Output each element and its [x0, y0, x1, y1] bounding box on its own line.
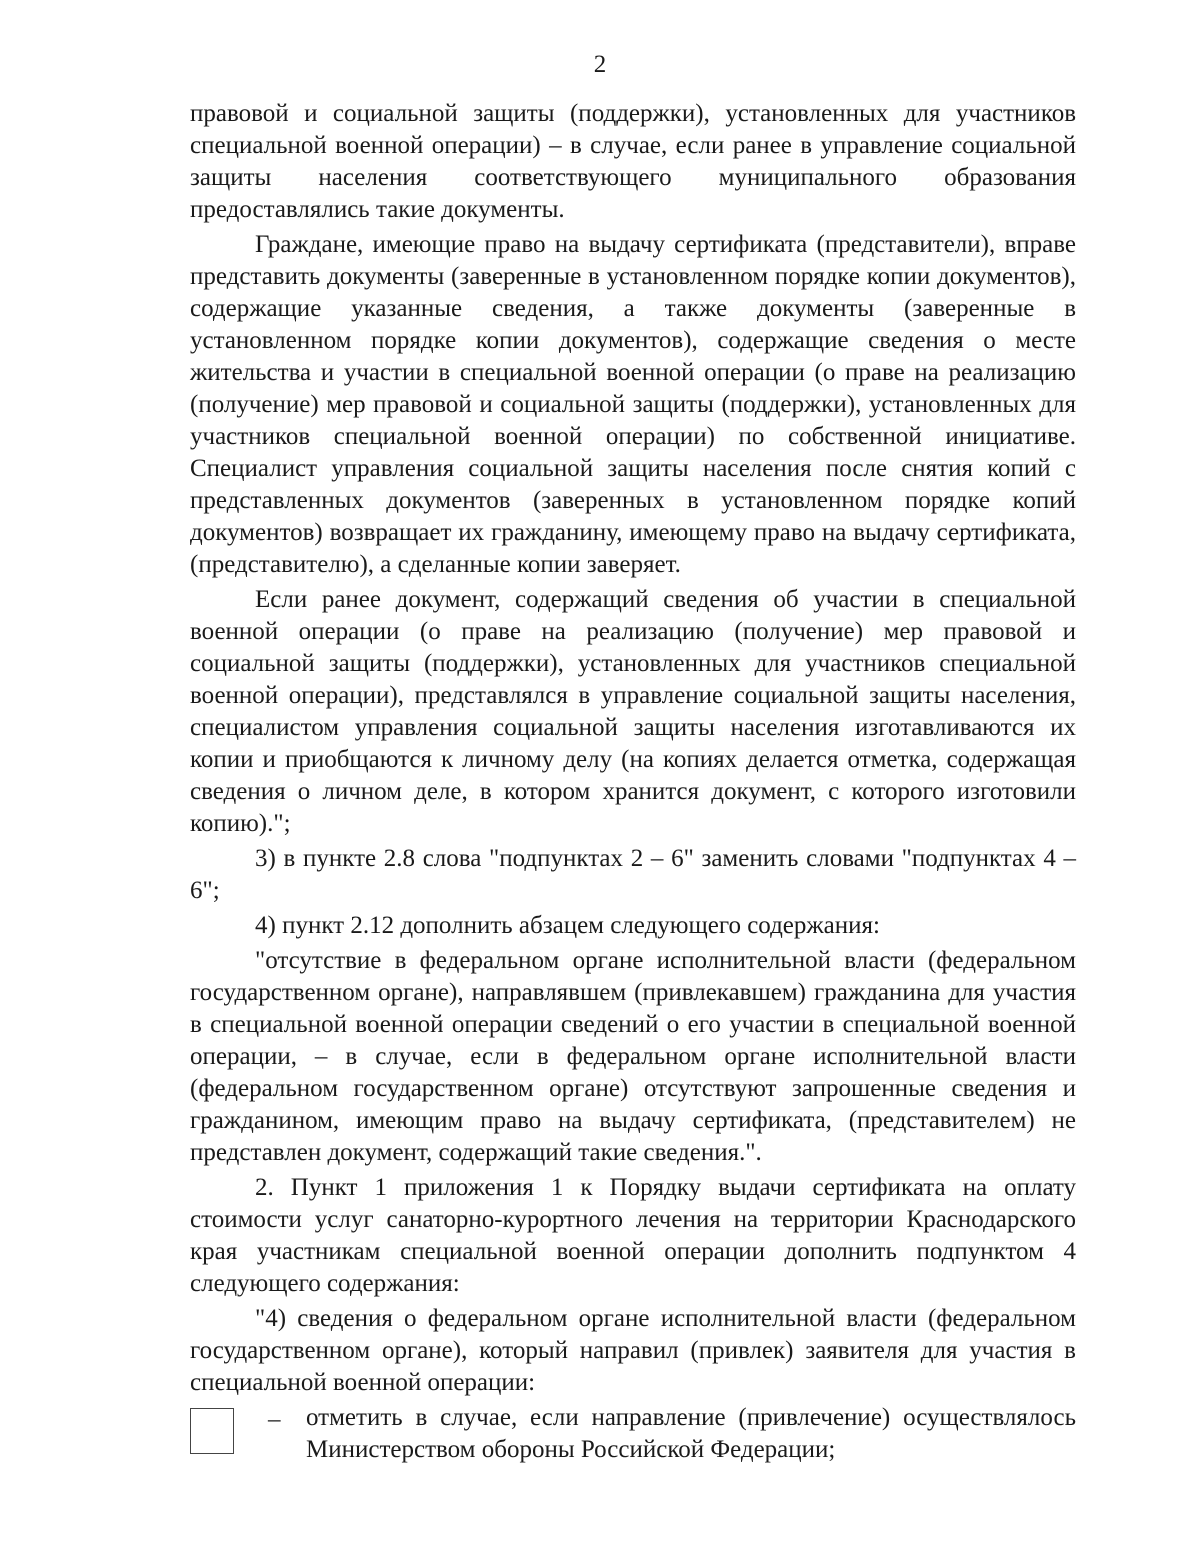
document-body [190, 98, 1076, 1468]
paragraph-citizens-rights: Граждане, имеющие право на выдачу сертификата (представители), вправе представить документы (заверенные в установленном порядке копии документов), содержащие указанные сведения, а также документы (заверенные в установленном порядке копии документов), содержащие сведения о месте жительства и участии в специальной военной операции (о праве на реализацию (получение) мер правовой и социальной защиты (поддержки), установленных для участников специальной военной операции) по собственной инициативе. Специалист управления социальной защиты населения после снятия копий с представленных документов (заверенных в установленном порядке копий документов) возвращает их гражданину, имеющему право на выдачу сертификата, (представителю), а сделанные копии заверяет. [190, 231, 1076, 578]
paragraph-prior-document: Если ранее документ, содержащий сведения об участии в специальной военной операции (о праве на реализацию (получение) мер правовой и социальной защиты (поддержки), установленных для участников специальной военной операции), представлялся в управление социальной защиты населения, специалистом управления социальной защиты населения изготавливаются их копии и приобщаются к личному делу (на копиях делается отметка, содержащая сведения о личном деле, в котором хранится документ, с которого изготовили копию)."; [190, 586, 1076, 837]
checkbox-dash: – [268, 1406, 281, 1433]
paragraph-quoted-absence: "отсутствие в федеральном органе исполнительной власти (федеральном государственном органе), направлявшем (привлекавшем) гражданина для участия в специальной военной операции сведений о его участии в специальной военной операции, – в случае, если в федеральном органе исполнительной власти (федеральном государственном органе) отсутствуют запрошенные сведения и гражданином, имеющим право на выдачу сертификата, (представителем) не представлен документ, содержащий такие сведения.". [190, 947, 1076, 1166]
page-number: 2 [593, 51, 607, 78]
checkbox-item-defense-ministry [190, 1402, 1076, 1468]
checkbox-label: отметить в случае, если направление (привлечение) осуществлялось Министерством обороны Российской Федерации; [306, 1404, 1076, 1463]
paragraph-continuation: правовой и социальной защиты (поддержки), установленных для участников специальной военной операции) – в случае, если ранее в управление социальной защиты населения соответствующего муниципального образования предоставлялись такие документы. [190, 100, 1076, 223]
checkbox-box [190, 1408, 234, 1454]
paragraph-subitem-4: "4) сведения о федеральном органе исполнительной власти (федеральном государственном органе), который направил (привлек) заявителя для участия в специальной военной операции: [190, 1305, 1076, 1396]
paragraph-item-3: 3) в пункте 2.8 слова "подпунктах 2 – 6" заменить словами "подпунктах 4 – 6"; [190, 845, 1076, 904]
paragraph-section-2: 2. Пункт 1 приложения 1 к Порядку выдачи сертификата на оплату стоимости услуг санаторно-курортного лечения на территории Краснодарского края участникам специальной военной операции дополнить подпунктом 4 следующего содержания: [190, 1174, 1076, 1297]
paragraph-item-4: 4) пункт 2.12 дополнить абзацем следующего содержания: [255, 912, 880, 939]
